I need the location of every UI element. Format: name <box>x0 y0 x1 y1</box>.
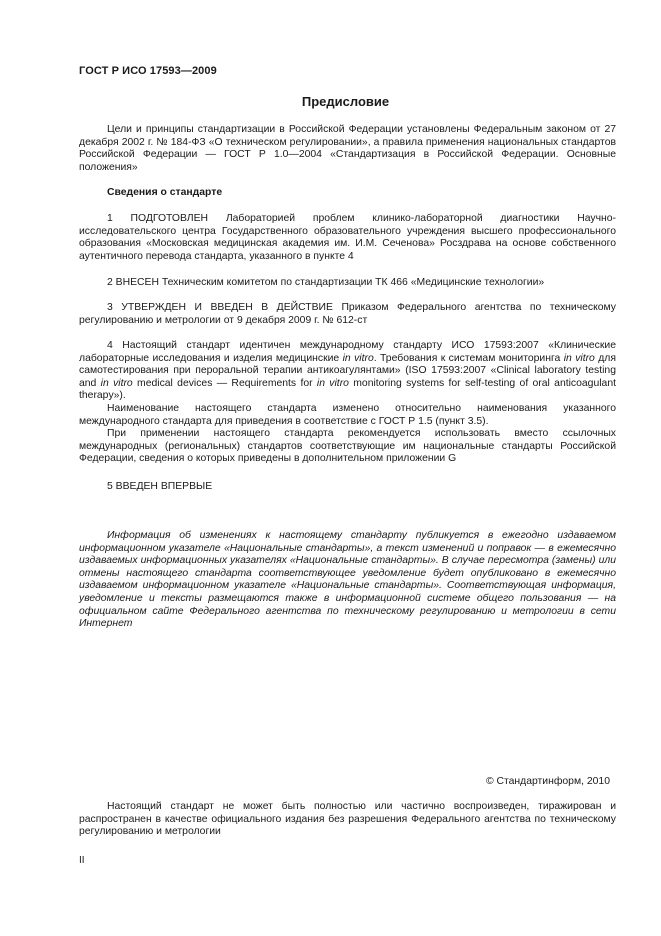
item-4-text-a: 4 Настоящий стандарт идентичен международному стандарту ИСО 17593:2007 «Клинические лабораторные исследования и изделия медицинские <box>79 340 616 364</box>
in-vitro-term: in vitro <box>100 377 133 389</box>
item-4-name-change-paragraph: Наименование настоящего стандарта изменено относительно наименования указанного международного стандарта для приведения в соответствие с ГОСТ Р 1.5 (пункт 3.5). <box>79 402 616 427</box>
intro-paragraph: Цели и принципы стандартизации в Российской Федерации установлены Федеральным законом от 27 декабря 2002 г. № 184-ФЗ «О техническом регулировании», а правила применения национальных стандартов Российской Федерации — ГОСТ Р 1.0—2004 «Стандартизация в Российской Федерации. Основные положения» <box>79 124 616 173</box>
item-4-section <box>79 340 616 466</box>
page-title: Предисловие <box>301 94 390 109</box>
in-vitro-term: in vitro <box>342 352 374 364</box>
item-3-paragraph: 3 УТВЕРЖДЕН И ВВЕДЕН В ДЕЙСТВИЕ Приказом Федерального агентства по техническому регулированию и метрологии от 9 декабря 2009 г. № 612-ст <box>79 302 616 326</box>
item-4-text-d: medical devices — Requirements for <box>132 377 317 389</box>
item-4-paragraph <box>79 340 616 403</box>
page-number: II <box>79 855 85 866</box>
item-2-paragraph: 2 ВНЕСЕН Техническим комитетом по стандартизации ТК 466 «Медицинские технологии» <box>107 277 545 288</box>
item-4-text-b: . Требования к системам мониторинга <box>373 352 564 364</box>
info-notice-paragraph: Информация об изменениях к настоящему стандарту публикуется в ежегодно издаваемом информационном указателе «Национальные стандарты», а текст изменений и поправок — в ежемесячно издаваемых информационных указателях «Национальные стандарты». В случае пересмотра (замены) или отмены настоящего стандарта соответствующее уведомление будет опубликовано в ежемесячно издаваемом информационном указателе «Национальные стандарты». Соответствующая информация, уведомление и тексты размещаются также в информационной системе общего пользования — на официальном сайте Федерального агентства по техническому регулированию и метрологии в сети Интернет <box>79 530 616 630</box>
item-1-paragraph: 1 ПОДГОТОВЛЕН Лабораторией проблем клинико-лабораторной диагностики Научно-исследовательского центра Государственного образовательного учреждения высшего профессионального образования «Московская медицинская академия им. И.М. Сеченова» Росздрава на основе собственного аутентичного перевода стандарта, указанного в пункте 4 <box>79 213 616 262</box>
item-4-references-paragraph: При применении настоящего стандарта рекомендуется использовать вместо ссылочных международных (региональных) стандартов соответствующие им национальные стандарты Российской Федерации, сведения о которых приведены в дополнительном приложении G <box>79 428 616 465</box>
item-4-text-c: для самотестирования при пероральной терапии антикоагулянтами» (ISO 17593:2007 «Clinical laboratory testing and <box>79 352 616 389</box>
document-header: ГОСТ Р ИСО 17593—2009 <box>79 65 217 77</box>
in-vitro-term: in vitro <box>316 377 349 389</box>
in-vitro-term: in vitro <box>563 352 595 364</box>
item-4-text-e: monitoring systems for self-testing of oral anticoagulant therapy»). <box>79 377 616 402</box>
item-5-paragraph: 5 ВВЕДЕН ВПЕРВЫЕ <box>107 481 213 492</box>
copyright: © Стандартинформ, 2010 <box>485 776 610 787</box>
reproduction-notice: Настоящий стандарт не может быть полностью или частично воспроизведен, тиражирован и распространен в качестве официального издания без разрешения Федерального агентства по техническому регулированию и метрологии <box>79 801 616 838</box>
section-heading: Сведения о стандарте <box>107 187 223 198</box>
